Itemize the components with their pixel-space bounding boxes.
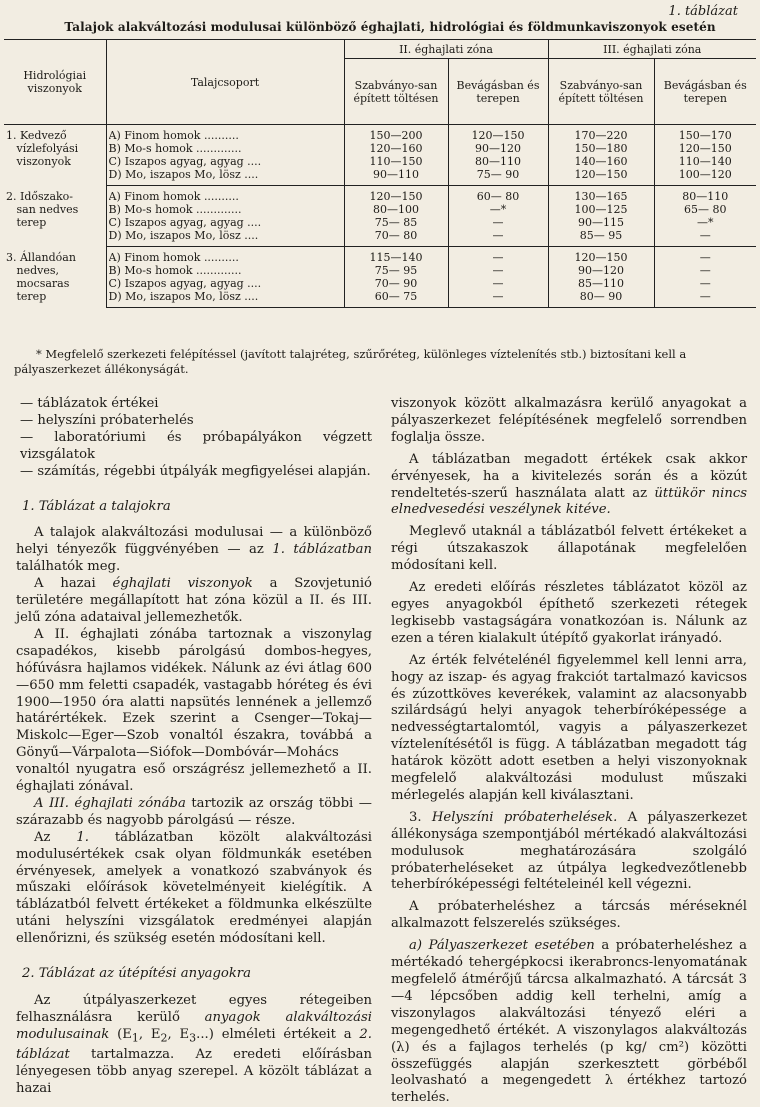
z3-std-cell-value: 170—220 [574,129,628,142]
z2-cut-cell [448,290,548,308]
z3-std-cell [548,290,654,308]
paragraph: Az eredeti előírás részletes táblázatot közöl az egyes anyagokból építhető szerkezeti rétegek legkisebb vastagságára vonatkozóan is. Nálunk az ezen a téren kialakult útépítő gyakorlat irányadó. [391,580,747,646]
z2-cut-cell [448,155,548,168]
z2-cut-cell-value: 90—120 [475,142,521,155]
z3-cut-cell [654,125,756,143]
right-column [391,396,747,1107]
z3-std-cell [548,277,654,290]
z2-std-cell [344,264,448,277]
z2-std-cell-value: 75— 95 [374,264,418,277]
table-caption: Talajok alakváltozási modulusai különböző éghajlati, hidrológiai és földmunkaviszonyok esetén [64,20,716,34]
z2-std-cell [344,125,448,143]
z3-cut-cell [654,186,756,204]
table-row [4,264,756,277]
paragraph: A táblázatban megadott értékek csak akkor érvényesek, ha a kivitelezés során és a közút rendeltetés-szerű használata alatt az üttükör nincs elnedvesedési veszélynek kitéve. [391,451,747,518]
z3-std-cell-value: 140—160 [574,155,628,168]
soil-modulus-table [4,39,756,308]
z2-cut-cell [448,186,548,204]
z2-std-cell-value: 70— 90 [374,277,418,290]
z3-std-cell [548,216,654,229]
z2-cut-cell-value: — [492,229,504,242]
z2-cut-cell [448,125,548,143]
z3-cut-cell [654,216,756,229]
z2-std-cell [344,277,448,290]
z2-std-cell-value: 75— 85 [374,216,418,229]
soil-group-cell-value: B) Mo-s homok ............. [108,142,242,155]
z3-cut-cell [654,277,756,290]
z3-std-cell-value: 85— 95 [579,229,623,242]
table-row [4,125,756,143]
z3-cut-cell [654,155,756,168]
z2-cut-cell [448,203,548,216]
z2-cut-cell-value: — [492,277,504,290]
z2-cut-cell [448,142,548,155]
z2-cut-cell-value: 120—150 [471,129,525,142]
header-z2-std: Szabványo-san épített töltésen [344,59,448,125]
header-soil-group: Talajcsoport [106,40,344,125]
z3-cut-cell [654,247,756,265]
z3-cut-cell-value: — [699,251,711,264]
header-z3-cut: Bevágásban és terepen [654,59,756,125]
z3-std-cell [548,155,654,168]
soil-group-cell-value: C) Iszapos agyag, agyag .... [108,277,262,290]
z2-std-cell [344,229,448,247]
z2-cut-cell-value: — [492,264,504,277]
z3-cut-cell-value: 65— 80 [684,203,727,216]
z3-std-cell [548,247,654,265]
z2-std-cell-value: 150—200 [369,129,423,142]
soil-group-cell-value: D) Mo, iszapos Mo, lösz .... [108,168,259,181]
z2-cut-cell [448,277,548,290]
z2-std-cell [344,290,448,308]
z2-std-cell-value: 110—150 [369,155,423,168]
z3-std-cell-value: 130—165 [574,190,628,203]
soil-group-cell [106,168,344,186]
table-row [4,203,756,216]
z3-std-cell [548,168,654,186]
z3-std-cell-value: 150—180 [574,142,628,155]
soil-group-cell-value: B) Mo-s homok ............. [108,203,242,216]
table-footnote: * Megfelelő szerkezeti felépítéssel (javított talajréteg, szűrőréteg, különleges víztelenítés stb.) biztosítani kell a pályaszerkezet állékonyságát. [14,347,687,376]
paragraph: a) Pályaszerkezet esetében a próbaterheléshez a mértékadó tehergépkocsi ikerabroncs-lenyomatának megfelelő átmérőjű tárcsa alkalmazható. A tárcsát 3—4 lépcsőben addig kell terhelni, amíg a viszonylagos alakváltozási tényező eléri a megengedhető értékét. A viszonylagos alakváltozás (λ) és a fajlagos terhelés (p kg/ cm²) közötti összefüggés alapján szerkesztett görbéből leolvasható a megengedett λ értékhez tartozó terhelés. [391,938,747,1106]
soil-group-cell-value: A) Finom homok .......... [108,251,239,264]
paragraph: A II. éghajlati zónába tartoznak a viszonylag csapadékos, kisebb párolgású dombos-hegyes, hófúvásra hajlamos vidékek. Nálunk az évi átlag 600—650 mm feletti csapadék, vastagabb hóréteg és évi 1900—1950 óra alatti napsütés lennének a jellemző határértékek. Ezek szerint a Csenger—Tokaj—Miskolc—Eger—Szob vonaltól északra, továbbá a Gönyű—Várpalota—Siófok—Dombóvár—Mohács vonaltól nyugatra eső országrész jellemezhető a II. éghajlati zónával. [16,626,372,795]
section-heading-1: 1. Táblázat a talajokra [22,498,171,514]
z2-cut-cell-value: — [492,216,504,229]
soil-group-cell [106,264,344,277]
soil-group-cell [106,216,344,229]
z3-cut-cell-value: 100—120 [678,168,732,181]
soil-group-cell-value: A) Finom homok .......... [108,190,239,203]
soil-group-cell [106,277,344,290]
z3-std-cell [548,142,654,155]
hydro-condition: 3. Állandóan nedves, mocsaras terep [4,247,106,308]
z3-cut-cell [654,229,756,247]
header-z2-cut: Bevágásban és terepen [448,59,548,125]
z2-cut-cell-value: — [492,251,504,264]
hydro-condition: 1. Kedvező vízlefolyási viszonyok [4,125,106,186]
z2-cut-cell [448,229,548,247]
soil-group-cell [106,125,344,143]
header-hydro: Hidrológiai viszonyok [4,40,106,125]
paragraph: Meglevő utaknál a táblázatból felvett értékeket a régi útszakaszok állapotának megfelelően módosítani kell. [391,524,747,574]
soil-group-cell [106,155,344,168]
soil-group-cell-value: B) Mo-s homok ............. [108,264,242,277]
z2-std-cell-value: 60— 75 [374,290,418,303]
paragraph: A próbaterheléshez a tárcsás méréseknél alkalmazott felszerelés szükséges. [391,899,747,932]
soil-group-cell-value: C) Iszapos agyag, agyag .... [108,216,262,229]
paragraph: viszonyok között alkalmazásra kerülő anyagokat a pályaszerkezet felépítésének megfelelő sorrendben foglalja össze. [391,396,747,445]
soil-group-cell [106,247,344,265]
soil-group-cell-value: D) Mo, iszapos Mo, lösz .... [108,229,259,242]
z2-cut-cell [448,247,548,265]
header-zone-3: III. éghajlati zóna [548,40,756,59]
z2-cut-cell-value: 75— 90 [476,168,520,181]
soil-group-cell-value: D) Mo, iszapos Mo, lösz .... [108,290,259,303]
paragraph: Az 1. táblázatban közölt alakváltozási modulusértékek csak olyan földmunkák esetében érvényesek, amelyek a vonatkozó szabványok és műszaki előírások követelményeit kielégítik. A táblázatból felvett értékeket a földmunka elkészülte utáni helyszíni vizsgálatok eredményei alapján ellenőrizni, és szükség esetén módosítani kell. [16,829,373,947]
paragraph: A III. éghajlati zónába tartozik az ország többi — szárazabb és nagyobb párolgású — része. [16,795,372,828]
soil-group-cell [106,142,344,155]
z2-std-cell-value: 80—100 [373,203,419,216]
z2-std-cell [344,142,448,155]
z3-cut-cell-value: — [699,290,711,303]
z3-std-cell-value: 90—120 [578,264,624,277]
table-row [4,216,756,229]
header-zone-2: II. éghajlati zóna [344,40,548,59]
z2-cut-cell [448,216,548,229]
z2-std-cell-value: 120—150 [369,190,423,203]
z2-std-cell [344,155,448,168]
z3-cut-cell [654,264,756,277]
soil-group-cell [106,203,344,216]
list-item: — táblázatok értékei [20,396,159,411]
table-number: 1. táblázat [668,4,738,19]
z2-cut-cell-value: — [492,290,504,303]
z3-std-cell [548,203,654,216]
table-row [4,247,756,265]
table-row [4,155,756,168]
z2-std-cell [344,247,448,265]
z3-cut-cell-value: 80—110 [682,190,729,203]
z3-std-cell-value: 80— 90 [579,290,623,303]
z3-cut-cell-value: 120—150 [678,142,732,155]
paragraph: 3. Helyszíni próbaterhelések. A pályaszerkezet állékonysága szempontjából mértékadó alakváltozási modulusok meghatározására szolgáló próbaterheléseket az útpálya legkedvezőtlenebb teherbíróképességi feltételeinél kell végezni. [391,809,747,893]
z2-std-cell [344,203,448,216]
hydro-condition: 2. Időszako- san nedves terep [4,186,106,247]
z3-std-cell [548,125,654,143]
paragraph: Az útpályaszerkezet egyes rétegeiben felhasználásra kerülő anyagok alakváltozási modulusainak ($E_1$, $E_2$, $E_3$...) elméleti értékeit a 2. táblázat tartalmazza. Az eredeti előírásban lényegesen több anyag szerepel. A közölt táblázat a hazai [16,993,373,1097]
paragraph: A talajok alakváltozási modulusai — a különböző helyi tényezők függvényében — az 1. táblázatban találhatók meg. [16,525,373,575]
z2-std-cell [344,216,448,229]
z3-std-cell-value: 120—150 [574,251,628,264]
z3-std-cell [548,264,654,277]
z2-std-cell-value: 115—140 [369,251,423,264]
table-body [4,125,756,308]
table-row [4,186,756,204]
soil-group-cell [106,186,344,204]
z3-cut-cell [654,142,756,155]
table-row [4,277,756,290]
table-row [4,168,756,186]
table-row [4,229,756,247]
soil-group-cell [106,229,344,247]
paragraph: Az érték felvételénél figyelemmel kell lenni arra, hogy az iszap- és agyag frakciót tartalmazó kavicsos és zúzottköves keverékek, valamint az alacsonyabb szilárdságú helyi anyagok teherbíróképessége a nedvességtartalomtól, vagyis a pályaszerkezet víztelenítésétől is függ. A táblázatban megadott tág határok között adott esetben a helyi viszonyoknak megfelelő alakváltozási modulust műszaki mérlegelés alapján kell kiválasztani. [391,652,747,803]
z2-cut-cell [448,168,548,186]
z3-std-cell-value: 90—115 [578,216,624,229]
section-heading-2: 2. Táblázat az útépítési anyagokra [22,966,251,982]
z2-std-cell-value: 120—160 [369,142,423,155]
list-item: — helyszíni próbaterhelés [20,412,194,428]
z2-cut-cell-value: 80—110 [475,155,521,168]
left-column [16,396,372,1098]
soil-group-cell [106,290,344,308]
z3-cut-cell-value: 150—170 [678,129,732,142]
table-row [4,142,756,155]
header-z3-std: Szabványo-san épített töltésen [548,59,654,125]
z3-std-cell [548,229,654,247]
z3-std-cell-value: 120—150 [574,168,628,181]
z2-std-cell [344,168,448,186]
z2-std-cell [344,186,448,204]
z3-cut-cell [654,203,756,216]
z2-cut-cell-value: 60— 80 [476,190,520,203]
z3-cut-cell-value: — [699,264,711,277]
z3-cut-cell-value: — [699,277,711,290]
list-item: — laboratóriumi és próbapályákon végzett vizsgálatok [20,429,372,462]
z3-cut-cell [654,290,756,308]
table-row [4,290,756,308]
z3-std-cell-value: 100—125 [574,203,628,216]
z3-std-cell [548,186,654,204]
soil-group-cell-value: C) Iszapos agyag, agyag .... [108,155,262,168]
z3-cut-cell-value: 110—140 [678,155,732,168]
z2-cut-cell-value: —* [489,203,507,216]
soil-group-cell-value: A) Finom homok .......... [108,129,239,142]
z3-cut-cell [654,168,756,186]
z3-cut-cell-value: — [699,229,711,242]
z2-cut-cell [448,264,548,277]
paragraph: A hazai éghajlati viszonyok a Szovjetunió területére megállapított hat zóna közül a II. és III. jelű zóna adataival jellemezhetők. [16,576,372,625]
z3-cut-cell-value: —* [697,216,714,229]
z2-std-cell-value: 70— 80 [374,229,418,242]
z3-std-cell-value: 85—110 [578,277,624,290]
z2-std-cell-value: 90—110 [373,168,419,181]
list-item: — számítás, régebbi útpályák megfigyelései alapján. [20,463,371,479]
